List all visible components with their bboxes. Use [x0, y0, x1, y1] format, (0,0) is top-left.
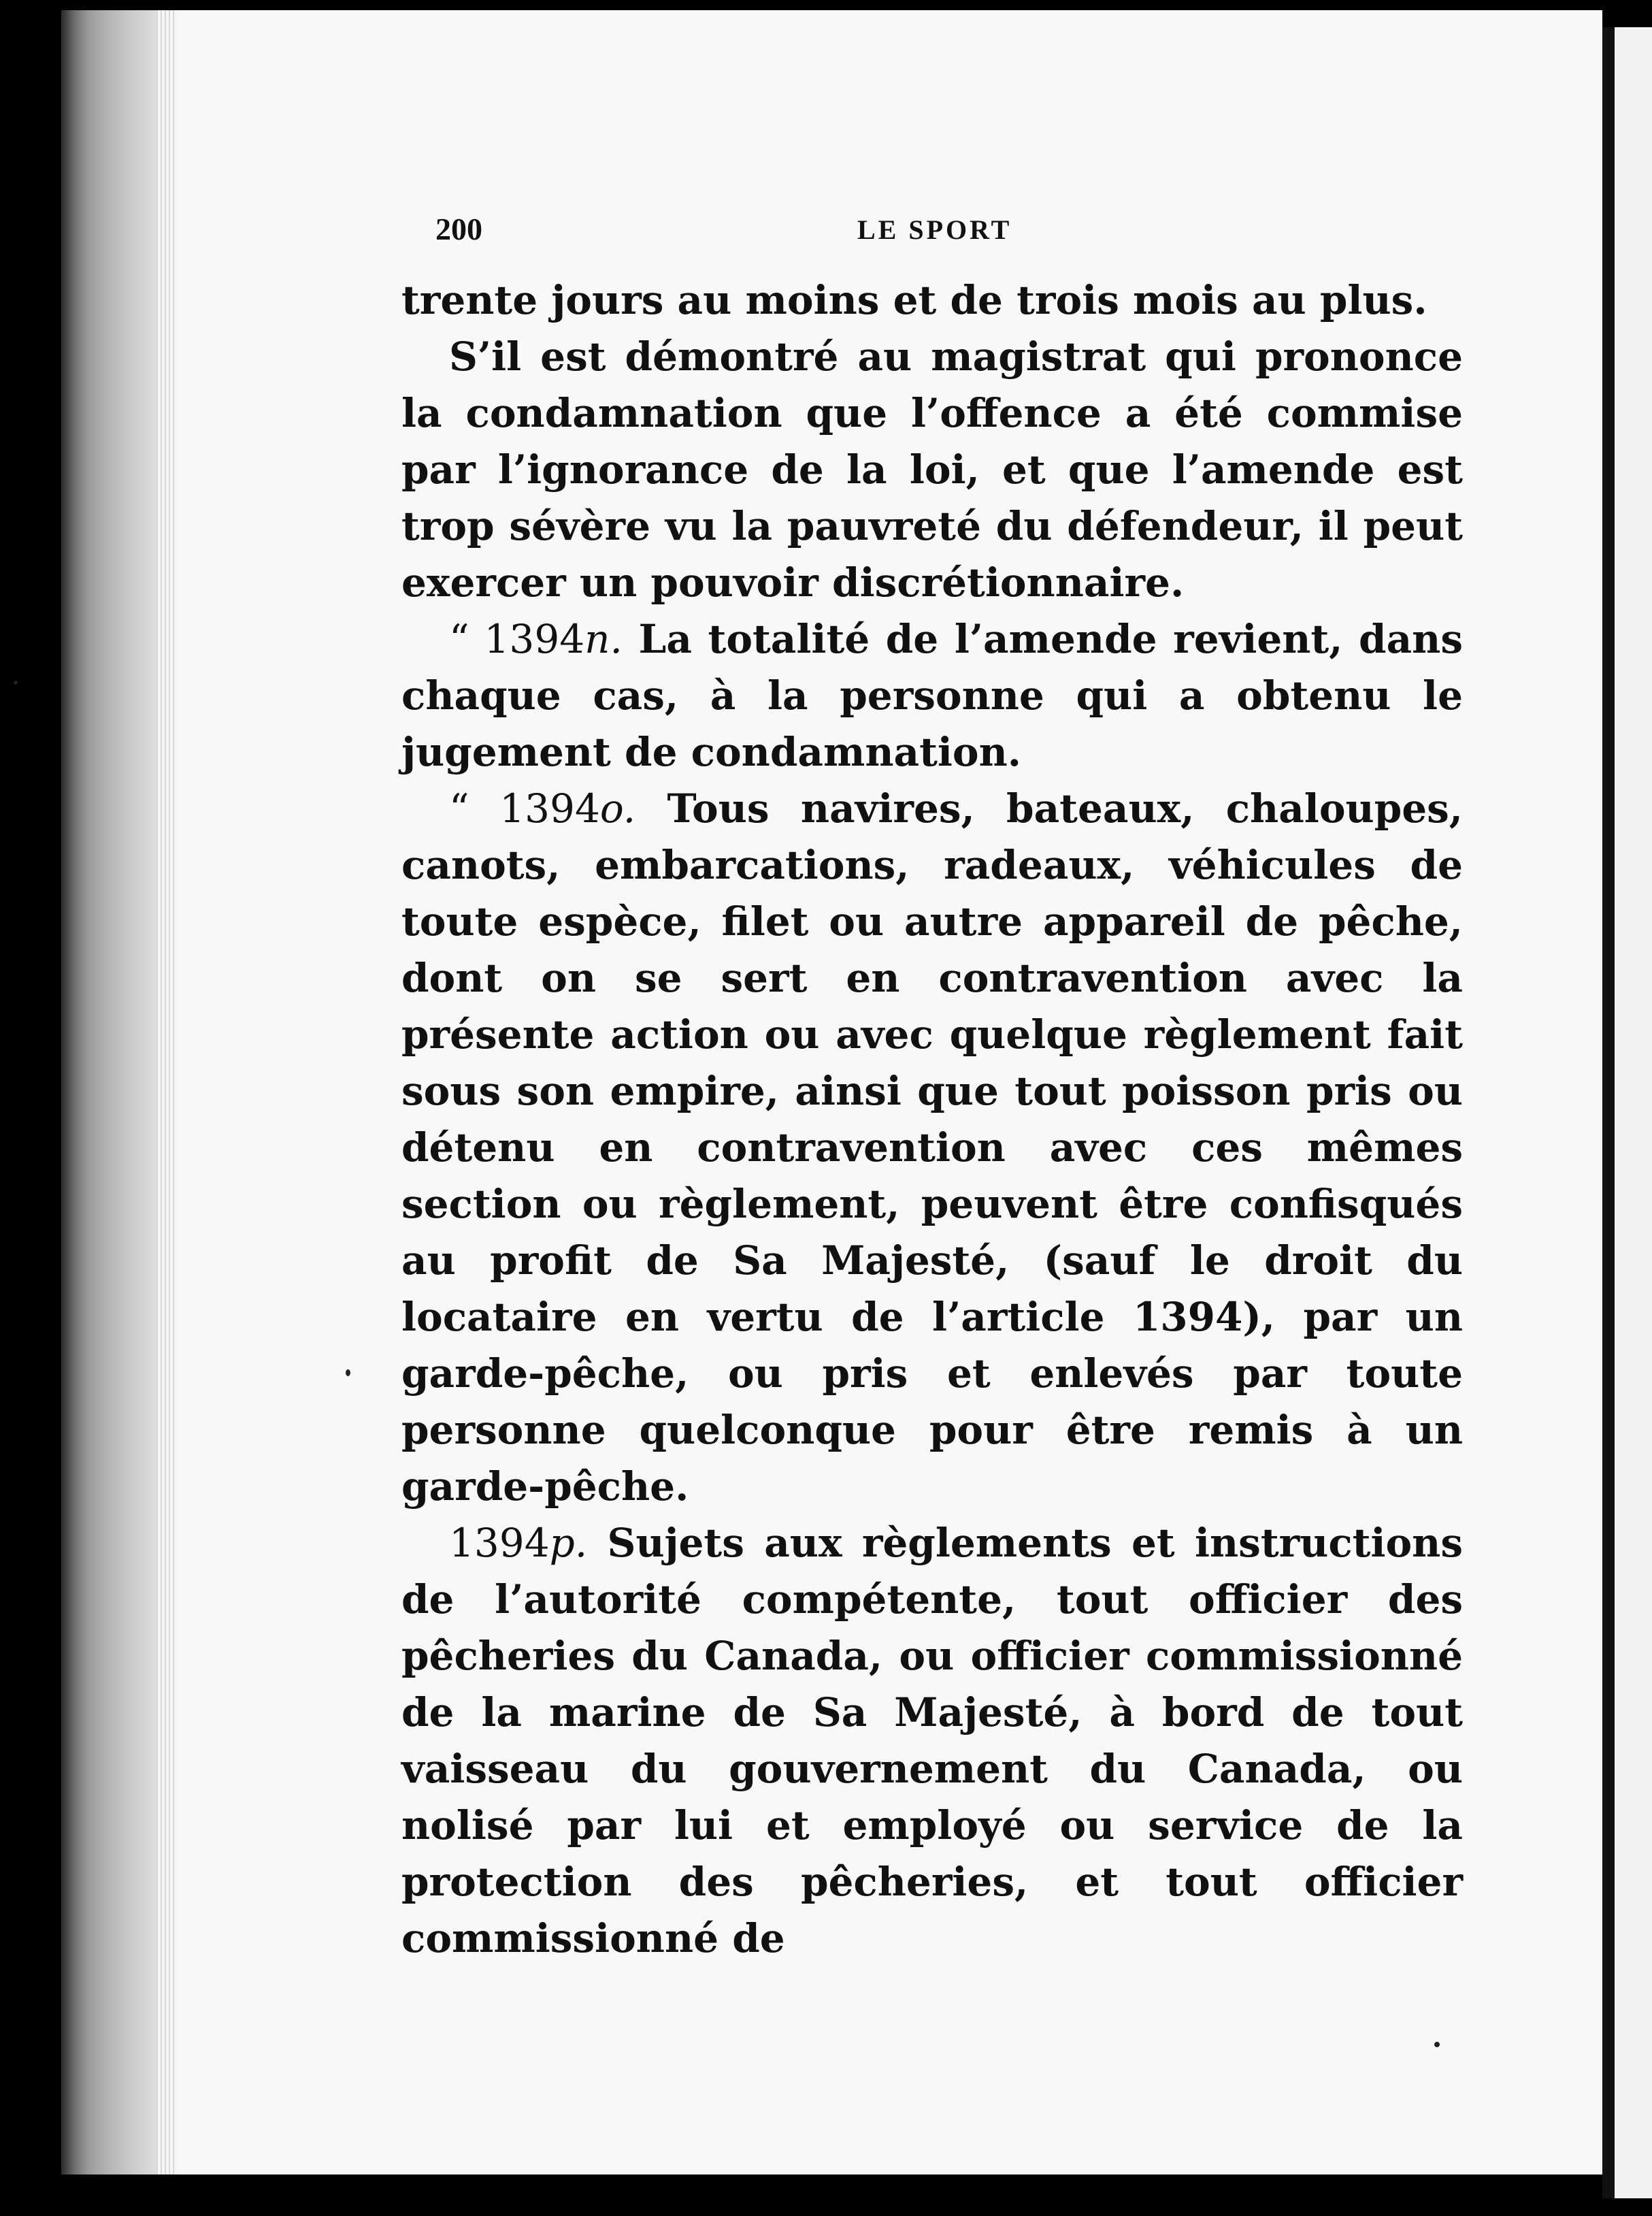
- body-text: [401, 272, 1463, 1967]
- page-number: 200: [435, 212, 482, 246]
- paragraph-text: S’il est démontré au magistrat qui prononce la condamnation que l’offence a été commise par l’ignorance de la loi, et que l’amende est trop sévère vu la pauvreté du défendeur, il peut exercer un pouvoir discrétionnaire.: [401, 333, 1463, 606]
- speck: [14, 681, 18, 685]
- paragraph: [401, 329, 1463, 611]
- paragraph: [401, 272, 1463, 329]
- paragraph: [401, 781, 1463, 1515]
- facing-page-edge: [1615, 27, 1652, 2198]
- article-number: “ 1394n.: [449, 616, 623, 662]
- speck: [1434, 2042, 1440, 2047]
- paragraph-text: La totalité de l’amende revient, dans chaque cas, à la personne qui a obtenu le jugement de condamnation.: [401, 616, 1463, 775]
- paragraph: [401, 1515, 1463, 1967]
- paragraph-text: trente jours au moins et de trois mois au plus.: [401, 277, 1427, 323]
- running-title: LE SPORT: [857, 214, 1012, 245]
- paragraph-text: Sujets aux règlements et instructions de l’autorité compétente, tout officier des pêcheries du Canada, ou officier commissionné de la marine de Sa Majesté, à bord de tout vaisseau du gouvernement du Canada, ou nolisé par lui et employé ou service de la protection des pêcheries, et tout officier commissionné de: [401, 1520, 1463, 1961]
- speck: [346, 1369, 350, 1376]
- page-edge-lines: [156, 10, 177, 2174]
- running-head: [435, 211, 1048, 252]
- paragraph: [401, 611, 1463, 781]
- gutter-shadow: [1602, 27, 1615, 2198]
- paragraph-text: Tous navires, bateaux, chaloupes, canots, embarcations, radeaux, véhicules de toute espèce, filet ou autre appareil de pêche, dont on se sert en contravention avec la présente action ou avec quelque règlement fait sous son empire, ainsi que tout poisson pris ou détenu en contravention avec ces mêmes section ou règlement, peuvent être confisqués au profit de Sa Majesté, (sauf le droit du locataire en vertu de l’article 1394), par un garde-pêche, ou pris et enlevés par toute personne quelconque pour être remis à un garde-pêche.: [401, 785, 1463, 1510]
- article-number: 1394p.: [449, 1520, 588, 1566]
- article-number: “ 1394o.: [449, 785, 636, 832]
